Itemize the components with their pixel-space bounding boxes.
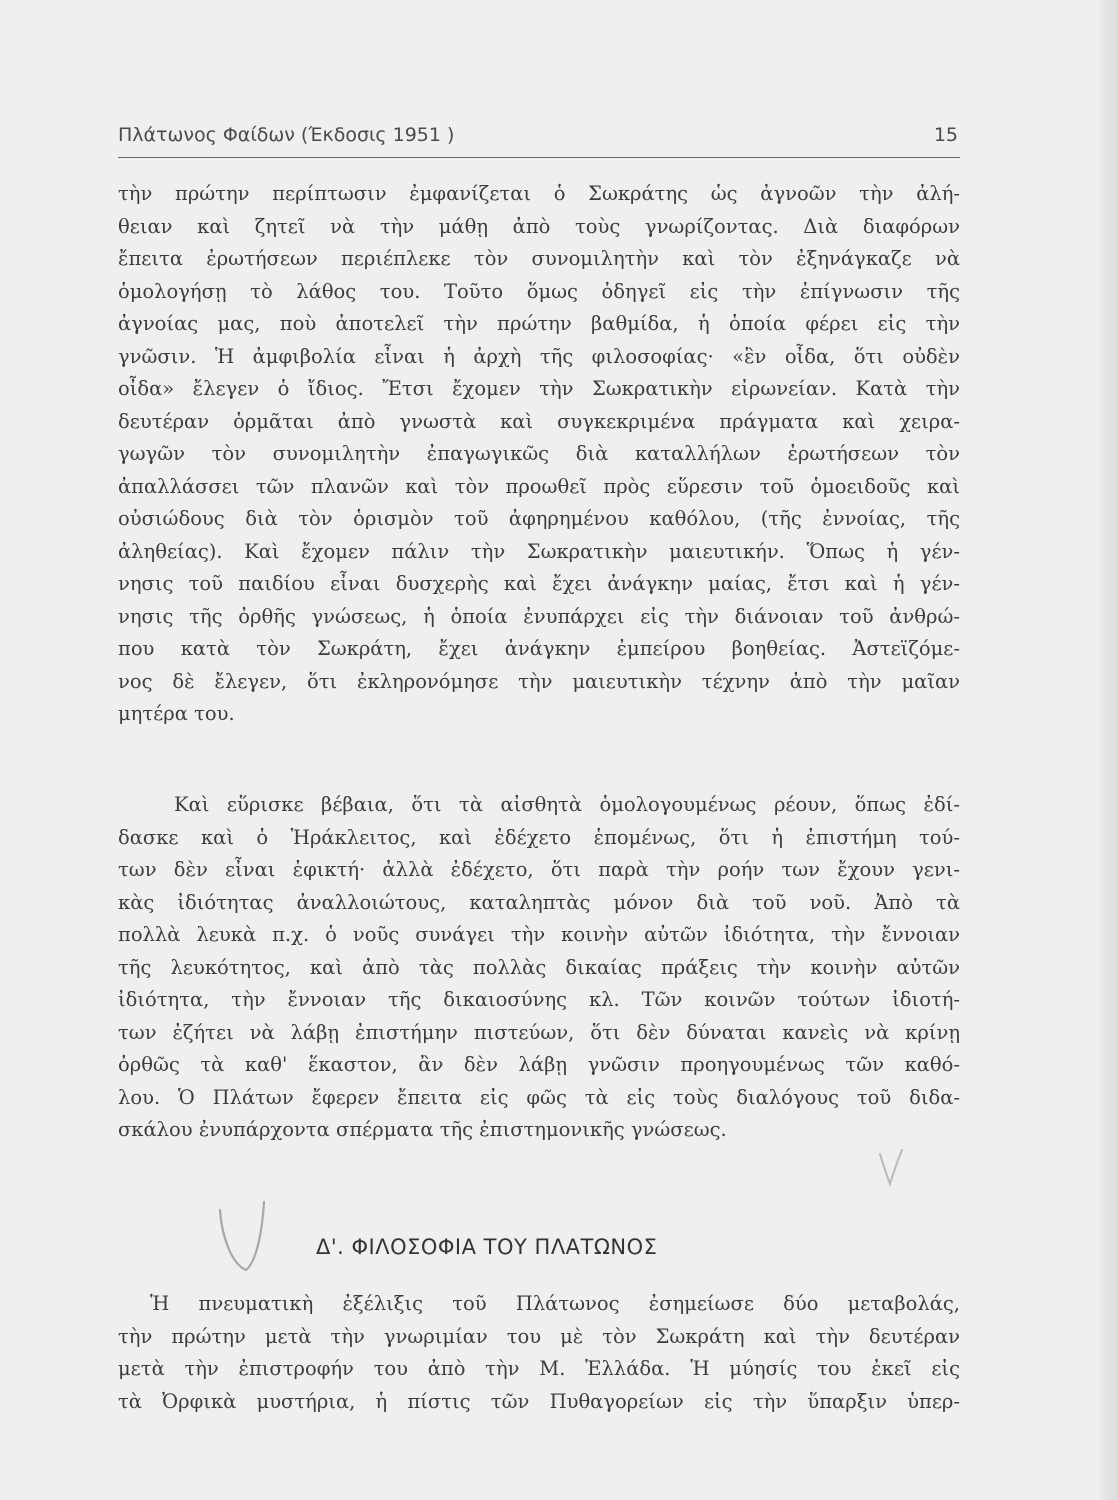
text-line: ἀπαλλάσσει τῶν πλανῶν καὶ τὸν προωθεῖ πρὸς εὕρεσιν τοῦ ὁμοειδοῦς καὶ	[118, 474, 960, 498]
text-line: θειαν καὶ ζητεῖ νὰ τὴν μάθῃ ἀπὸ τοὺς γνωρίζοντας. Διὰ διαφόρων	[118, 214, 960, 238]
text-line: γωγῶν τὸν συνομιλητὴν ἐπαγωγικῶς διὰ καταλλήλων ἐρωτήσεων τὸν	[118, 442, 960, 465]
text-line: τὰ Ὀρφικὰ μυστήρια, ἡ πίστις τῶν Πυθαγορείων εἰς τὴν ὕπαρξιν ὑπερ-	[118, 1389, 960, 1413]
text-line: τὴν πρώτην μετὰ τὴν γνωριμίαν του μὲ τὸν Σωκράτη καὶ τὴν δευτέραν	[118, 1324, 960, 1348]
text-line: ἀγνοίας μας, ποὺ ἀποτελεῖ τὴν πρώτην βαθμίδα, ἡ ὁποία φέρει εἰς τὴν	[118, 312, 960, 335]
text-line: των δὲν εἶναι ἐφικτή· ἀλλὰ ἐδέχετο, ὅτι παρὰ τὴν ροήν των ἔχουν γενι-	[118, 858, 960, 881]
text-line: δευτέραν ὁρμᾶται ἀπὸ γνωστὰ καὶ συγκεκριμένα πράγματα καὶ χειρα-	[118, 409, 960, 433]
text-line: των ἐζήτει νὰ λάβῃ ἐπιστήμην πιστεύων, ὅτι δὲν δύναται κανεὶς νὰ κρίνῃ	[118, 1020, 960, 1044]
running-header	[118, 124, 960, 154]
paragraph-1	[118, 178, 960, 731]
text-line: γνῶσιν. Ἡ ἀμφιβολία εἶναι ἡ ἀρχὴ τῆς φιλοσοφίας· «ἓν οἶδα, ὅτι οὐδὲν	[118, 344, 960, 368]
pencil-v-mark-icon	[212, 1198, 274, 1278]
text-line: ἔπειτα ἐρωτήσεων περιέπλεκε τὸν συνομιλητὴν καὶ τὸν ἐξηνάγκαζε νὰ	[118, 247, 960, 270]
text-line: που κατὰ τὸν Σωκράτη, ἔχει ἀνάγκην ἐμπείρου βοηθείας. Ἀστεϊζόμε-	[118, 637, 960, 660]
text-line: ἰδιότητα, τὴν ἔννοιαν τῆς δικαιοσύνης κλ. Τῶν κοινῶν τούτων ἰδιοτή-	[118, 988, 960, 1011]
text-line: οὐσιώδους διὰ τὸν ὁρισμὸν τοῦ ἀφηρημένου καθόλου, (τῆς ἐννοίας, τῆς	[118, 507, 960, 530]
page-edge-shadow	[1100, 0, 1118, 1500]
text-line: Ἡ πνευματικὴ ἐξέλιξις τοῦ Πλάτωνος ἐσημείωσε δύο μεταβολάς,	[150, 1292, 960, 1315]
text-line: μητέρα του.	[118, 702, 235, 725]
running-header-title: Πλάτωνος Φαίδων (Έκδοσις 1951 )	[118, 124, 455, 146]
text-line: πολλὰ λευκὰ π.χ. ὁ νοῦς συνάγει τὴν κοινὴν αὐτῶν ἰδιότητα, τὴν ἔννοιαν	[118, 923, 960, 946]
text-line: τῆς λευκότητος, καὶ ἀπὸ τὰς πολλὰς δικαίας πράξεις τὴν κοινὴν αὐτῶν	[118, 955, 960, 979]
text-line: Καὶ εὕρισκε βέβαια, ὅτι τὰ αἰσθητὰ ὁμολογουμένως ρέουν, ὅπως ἐδί-	[174, 793, 960, 816]
text-line: νησις τοῦ παιδίου εἶναι δυσχερὴς καὶ ἔχει ἀνάγκην μαίας, ἔτσι καὶ ἡ γέν-	[118, 572, 960, 595]
text-line: κὰς ἰδιότητας ἀναλλοιώτους, καταληπτὰς μόνον διὰ τοῦ νοῦ. Ἀπὸ τὰ	[118, 890, 960, 914]
text-line: μετὰ τὴν ἐπιστροφήν του ἀπὸ τὴν Μ. Ἑλλάδα. Ἡ μύησίς του ἐκεῖ εἰς	[118, 1357, 960, 1380]
text-line: νος δὲ ἔλεγεν, ὅτι ἐκληρονόμησε τὴν μαιευτικὴν τέχνην ἀπὸ τὴν μαῖαν	[118, 669, 960, 693]
paragraph-2	[118, 789, 960, 1147]
text-line: οἶδα» ἔλεγεν ὁ ἴδιος. Ἔτσι ἔχομεν τὴν Σωκρατικὴν εἰρωνείαν. Κατὰ τὴν	[118, 377, 960, 400]
text-line: ὁμολογήσῃ τὸ λάθος του. Τοῦτο ὅμως ὁδηγεῖ εἰς τὴν ἐπίγνωσιν τῆς	[118, 279, 960, 303]
text-line: νησις τῆς ὀρθῆς γνώσεως, ἡ ὁποία ἐνυπάρχει εἰς τὴν διάνοιαν τοῦ ἀνθρώ-	[118, 604, 960, 628]
section-heading: Δ'. ΦΙΛΟΣΟΦΙΑ ΤΟΥ ΠΛΑΤΩΝΟΣ	[316, 1235, 658, 1259]
page-number: 15	[933, 124, 958, 146]
text-line: σκάλου ἐνυπάρχοντα σπέρματα τῆς ἐπιστημονικῆς γνώσεως.	[118, 1118, 727, 1141]
paragraph-3	[118, 1288, 960, 1418]
pencil-checkmark-icon	[876, 1148, 906, 1188]
text-line: λου. Ὁ Πλάτων ἔφερεν ἔπειτα εἰς φῶς τὰ εἰς τοὺς διαλόγους τοῦ διδα-	[118, 1085, 960, 1109]
text-line: τὴν πρώτην περίπτωσιν ἐμφανίζεται ὁ Σωκράτης ὡς ἀγνοῶν τὴν ἀλή-	[118, 182, 960, 205]
text-line: ὀρθῶς τὰ καθ' ἕκαστον, ἂν δὲν λάβῃ γνῶσιν προηγουμένως τῶν καθό-	[118, 1053, 960, 1076]
text-line: ἀληθείας). Καὶ ἔχομεν πάλιν τὴν Σωκρατικὴν μαιευτικήν. Ὅπως ἡ γέν-	[118, 539, 960, 563]
header-rule	[118, 157, 960, 158]
text-line: δασκε καὶ ὁ Ἡράκλειτος, καὶ ἐδέχετο ἑπομένως, ὅτι ἡ ἐπιστήμη τού-	[118, 825, 960, 849]
